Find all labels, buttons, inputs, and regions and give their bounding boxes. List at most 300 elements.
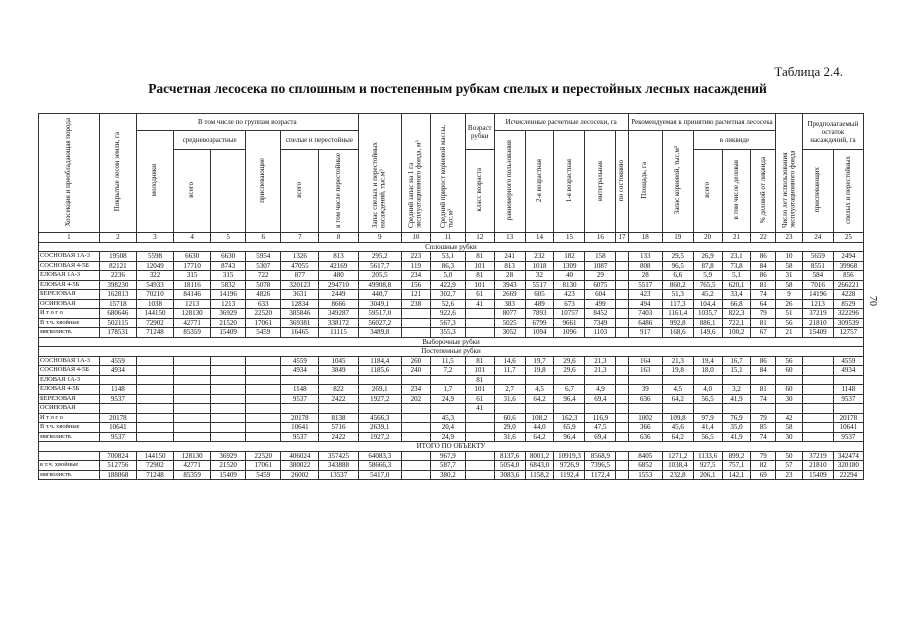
table-row	[39, 318, 864, 328]
table-cell	[246, 385, 281, 395]
table-cell: 512756	[99, 461, 136, 471]
table-cell: 3943	[494, 280, 525, 290]
table-cell: 31	[776, 271, 803, 281]
table-cell	[401, 470, 430, 480]
table-cell: 133	[628, 252, 662, 262]
table-cell	[465, 423, 494, 433]
table-cell	[554, 375, 585, 385]
table-cell: 29	[585, 271, 616, 281]
row-label: ОСИНОВАЯ	[39, 404, 100, 414]
header-remains-mature: спелых и перестойных	[843, 156, 852, 224]
table-cell: 45,2	[693, 290, 722, 300]
table-cell: 10641	[833, 423, 863, 433]
table-cell	[281, 375, 319, 385]
header-integral: интегральная	[595, 160, 604, 201]
table-cell	[616, 252, 628, 262]
table-cell	[211, 375, 246, 385]
table-cell: 17061	[246, 461, 281, 471]
table-cell: 1326	[281, 252, 319, 262]
table-cell: 8077	[494, 309, 525, 319]
table-cell: 480	[319, 271, 358, 281]
table-cell: 29,5	[662, 252, 693, 262]
table-cell: 636	[628, 432, 662, 442]
table-cell: 3083,6	[494, 470, 525, 480]
table-cell: 30	[776, 432, 803, 442]
column-number: 6	[246, 233, 281, 243]
table-cell: 357425	[319, 451, 358, 461]
header-area: Площадь, га	[640, 162, 649, 199]
header-age-1: 1-я возрастная	[564, 158, 573, 203]
table-row	[39, 271, 864, 281]
table-cell: 52,6	[430, 299, 465, 309]
table-cell: 9726,9	[554, 461, 585, 471]
table-cell	[211, 413, 246, 423]
table-cell: 1158,2	[525, 470, 554, 480]
table-cell: 26	[776, 299, 803, 309]
table-cell: 64	[751, 299, 776, 309]
table-cell: 202	[401, 394, 430, 404]
table-cell: 14,6	[494, 356, 525, 366]
table-cell: 26002	[281, 470, 319, 480]
table-cell: 21520	[211, 461, 246, 471]
column-number: 12	[465, 233, 494, 243]
table-cell: 5459	[246, 470, 281, 480]
table-row	[39, 252, 864, 262]
table-cell: 72902	[136, 461, 173, 471]
table-cell: 79	[751, 451, 776, 461]
table-cell: 808	[628, 261, 662, 271]
table-cell: 41	[465, 404, 494, 414]
table-cell: 6852	[628, 461, 662, 471]
table-cell	[174, 432, 211, 442]
header-age-2: 2-я возрастная	[534, 158, 543, 203]
table-cell	[662, 404, 693, 414]
table-cell: 1035,7	[693, 309, 722, 319]
table-cell	[136, 432, 173, 442]
table-cell: 722,1	[722, 318, 751, 328]
table-cell: 385846	[281, 309, 319, 319]
table-cell: 24,9	[430, 432, 465, 442]
row-label: ЕЛОВАЯ 1А-3	[39, 375, 100, 385]
table-cell: 76,9	[722, 413, 751, 423]
table-row	[39, 366, 864, 376]
table-cell: 81	[465, 271, 494, 281]
table-cell	[211, 385, 246, 395]
table-cell: 15409	[211, 328, 246, 338]
table-cell: 28	[628, 271, 662, 281]
table-cell: 260	[401, 356, 430, 366]
table-cell: 5832	[211, 280, 246, 290]
table-cell	[616, 299, 628, 309]
table-cell	[465, 432, 494, 442]
table-cell: 1309	[554, 261, 585, 271]
table-cell: 54933	[136, 280, 173, 290]
table-cell: 60	[776, 366, 803, 376]
table-cell: 2669	[494, 290, 525, 300]
table-cell	[174, 366, 211, 376]
table-cell	[616, 309, 628, 319]
table-cell: 2,7	[494, 385, 525, 395]
table-cell: 40	[554, 271, 585, 281]
table-cell: 355,3	[430, 328, 465, 338]
table-cell: 81	[465, 356, 494, 366]
table-cell: 2422	[319, 394, 358, 404]
table-cell: 17061	[246, 318, 281, 328]
table-cell: 5078	[246, 280, 281, 290]
table-cell: 1094	[525, 328, 554, 338]
table-cell: 1161,4	[662, 309, 693, 319]
table-cell: 64,2	[525, 432, 554, 442]
table-cell: 8001,2	[525, 451, 554, 461]
table-cell: 205,5	[358, 271, 401, 281]
header-remains-maturing: приспевающих	[813, 167, 822, 213]
row-label	[39, 451, 100, 461]
table-cell: 6630	[174, 252, 211, 262]
table-row	[39, 432, 864, 442]
table-cell: 10919,3	[554, 451, 585, 461]
table-cell: 66,8	[722, 299, 751, 309]
table-cell: 423	[554, 290, 585, 300]
table-cell: 320123	[281, 280, 319, 290]
table-cell: 2639,1	[358, 423, 401, 433]
table-cell: 1271,2	[662, 451, 693, 461]
table-cell: 5307	[246, 261, 281, 271]
table-cell: 85359	[174, 328, 211, 338]
table-cell: 22520	[246, 309, 281, 319]
table-cell	[174, 413, 211, 423]
row-label: СОСНОВАЯ 1А-3	[39, 252, 100, 262]
table-cell: 58	[776, 280, 803, 290]
table-cell: 1045	[319, 356, 358, 366]
table-cell: 234	[401, 271, 430, 281]
table-cell: 5,9	[693, 271, 722, 281]
table-cell	[246, 394, 281, 404]
table-cell	[616, 375, 628, 385]
header-by-condition: по состоянию	[617, 159, 626, 202]
table-cell: 3049,1	[358, 299, 401, 309]
row-label: В т.ч. хвойные	[39, 423, 100, 433]
table-cell: 315	[211, 271, 246, 281]
table-cell: 79	[751, 413, 776, 423]
table-cell: 73,8	[722, 261, 751, 271]
table-cell	[616, 451, 628, 461]
column-number: 10	[401, 233, 430, 243]
table-cell: 22520	[246, 451, 281, 461]
table-cell	[136, 375, 173, 385]
header-middle-total: всего	[187, 182, 196, 198]
table-cell: 673	[554, 299, 585, 309]
table-cell: 31,6	[494, 394, 525, 404]
row-label: СОСНОВАЯ 1А-3	[39, 356, 100, 366]
table-cell: 5716	[319, 423, 358, 433]
table-cell: 5517	[628, 280, 662, 290]
table-cell: 18116	[174, 280, 211, 290]
table-cell: 3631	[281, 290, 319, 300]
table-row	[39, 309, 864, 319]
table-cell: 856	[833, 271, 863, 281]
row-label: в т.ч. хвойные	[39, 461, 100, 471]
table-cell: 15718	[99, 299, 136, 309]
table-cell: 320180	[833, 461, 863, 471]
column-number: 7	[281, 233, 319, 243]
table-cell	[802, 366, 833, 376]
table-cell: 6,6	[662, 271, 693, 281]
column-number: 21	[722, 233, 751, 243]
section-row	[39, 442, 864, 452]
table-cell: 1148	[281, 385, 319, 395]
table-cell: 9	[776, 290, 803, 300]
table-cell: 322	[136, 271, 173, 281]
table-cell: 74	[751, 290, 776, 300]
table-cell: 302,7	[430, 290, 465, 300]
table-cell: 1038	[136, 299, 173, 309]
table-cell: 72902	[136, 318, 173, 328]
table-cell	[136, 404, 173, 414]
table-cell: 168,6	[662, 328, 693, 338]
table-cell: 7396,5	[585, 461, 616, 471]
table-cell	[802, 432, 833, 442]
header-recommended: Рекомендуемая к принятию расчетная лесосека	[628, 114, 775, 131]
table-cell: 31,6	[494, 432, 525, 442]
table-cell	[693, 375, 722, 385]
table-cell: 1087	[585, 261, 616, 271]
table-row	[39, 290, 864, 300]
table-cell	[211, 423, 246, 433]
table-cell: 234	[401, 385, 430, 395]
row-label: ОСИНОВАЯ	[39, 299, 100, 309]
column-number: 25	[833, 233, 863, 243]
table-cell: 188068	[99, 470, 136, 480]
table-cell: 61	[465, 394, 494, 404]
table-cell: 499	[585, 299, 616, 309]
table-cell: 30	[776, 394, 803, 404]
table-cell: 61	[465, 290, 494, 300]
table-cell: 70210	[136, 290, 173, 300]
column-number: 22	[751, 233, 776, 243]
table-cell: 1553	[628, 470, 662, 480]
table-cell	[494, 375, 525, 385]
table-cell: 4559	[833, 356, 863, 366]
table-cell	[401, 404, 430, 414]
table-cell: 17710	[174, 261, 211, 271]
table-cell: 15,1	[722, 366, 751, 376]
table-cell: 86	[751, 271, 776, 281]
table-cell	[662, 375, 693, 385]
table-cell	[246, 423, 281, 433]
header-even-use: равномерного пользования	[504, 140, 513, 221]
table-cell	[401, 375, 430, 385]
table-cell: 14196	[211, 290, 246, 300]
table-cell: 84146	[174, 290, 211, 300]
table-cell: 58	[776, 423, 803, 433]
table-cell: 8529	[833, 299, 863, 309]
table-cell: 24,9	[430, 394, 465, 404]
table-cell	[722, 375, 751, 385]
table-cell	[616, 394, 628, 404]
table-cell: 9537	[281, 432, 319, 442]
table-cell: 32	[525, 271, 554, 281]
table-cell: 8551	[802, 261, 833, 271]
table-cell: 1184,4	[358, 356, 401, 366]
column-number: 3	[136, 233, 173, 243]
table-cell	[616, 328, 628, 338]
table-cell: 57	[776, 461, 803, 471]
table-cell: 342474	[833, 451, 863, 461]
table-cell: 162813	[99, 290, 136, 300]
table-cell	[693, 404, 722, 414]
table-cell: 383	[494, 299, 525, 309]
column-number: 23	[776, 233, 803, 243]
table-cell: 81	[465, 252, 494, 262]
table-cell: 81	[751, 385, 776, 395]
table-cell: 56,5	[693, 432, 722, 442]
table-cell	[281, 404, 319, 414]
table-cell: 322296	[833, 309, 863, 319]
table-cell: 26,9	[693, 252, 722, 262]
table-cell	[616, 461, 628, 471]
header-liquid: в ликвиде	[693, 131, 775, 150]
header-pct-business: % деловой от ликвида	[758, 156, 767, 224]
table-cell: 967,9	[430, 451, 465, 461]
table-cell: 406024	[281, 451, 319, 461]
table-cell	[465, 328, 494, 338]
header-years-use: Число лет использования эксплуатационного фонда	[780, 150, 797, 228]
table-cell: 29,6	[554, 366, 585, 376]
table-cell: 9537	[281, 394, 319, 404]
table-cell	[628, 404, 662, 414]
table-cell: 21810	[802, 318, 833, 328]
table-cell	[751, 404, 776, 414]
table-cell: 121	[401, 290, 430, 300]
table-cell	[802, 356, 833, 366]
table-cell	[585, 404, 616, 414]
table-cell: 87,8	[693, 261, 722, 271]
table-cell: 605	[525, 290, 554, 300]
table-cell	[401, 461, 430, 471]
table-cell: 7016	[802, 280, 833, 290]
table-cell	[616, 290, 628, 300]
column-number: 2	[99, 233, 136, 243]
table-body	[39, 233, 864, 480]
table-cell: 50	[776, 451, 803, 461]
table-cell: 1927,2	[358, 432, 401, 442]
table-cell: 12049	[136, 261, 173, 271]
table-cell: 97,9	[693, 413, 722, 423]
table-cell: 47,5	[585, 423, 616, 433]
table-cell: 2422	[319, 432, 358, 442]
table-cell: 20178	[833, 413, 863, 423]
row-label: мягколиств.	[39, 432, 100, 442]
table-cell: 4,0	[693, 385, 722, 395]
table-cell: 8137,6	[494, 451, 525, 461]
table-cell: 81	[465, 375, 494, 385]
table-cell: 69,4	[585, 394, 616, 404]
table-cell: 10641	[281, 423, 319, 433]
table-row	[39, 470, 864, 480]
table-cell: 10	[776, 252, 803, 262]
table-cell: 29,0	[494, 423, 525, 433]
table-cell: 117,3	[662, 299, 693, 309]
table-cell: 11,5	[430, 356, 465, 366]
table-cell: 56,5	[693, 394, 722, 404]
table-cell: 21	[776, 328, 803, 338]
table-cell: 369381	[281, 318, 319, 328]
table-cell: 21520	[211, 318, 246, 328]
table-cell: 757,1	[722, 461, 751, 471]
table-cell: 18,0	[693, 366, 722, 376]
table-cell: 101	[465, 280, 494, 290]
table-row	[39, 404, 864, 414]
table-cell: 4559	[281, 356, 319, 366]
table-cell	[136, 385, 173, 395]
table-cell: 12757	[833, 328, 863, 338]
table-cell	[616, 366, 628, 376]
table-cell: 178531	[99, 328, 136, 338]
table-cell	[174, 423, 211, 433]
table-cell: 101	[465, 261, 494, 271]
table-cell: 380,2	[430, 470, 465, 480]
table-cell: 85	[751, 423, 776, 433]
row-label: БЕРЕЗОВАЯ	[39, 290, 100, 300]
column-number: 20	[693, 233, 722, 243]
table-cell: 4934	[281, 366, 319, 376]
table-cell: 15409	[211, 470, 246, 480]
table-cell	[174, 356, 211, 366]
row-label: ЕЛОВАЯ 4-5Б	[39, 385, 100, 395]
table-cell	[246, 413, 281, 423]
row-label: И т о г о	[39, 413, 100, 423]
column-number: 19	[662, 233, 693, 243]
header-age-groups: В том числе по группам возраста	[136, 114, 358, 131]
table-cell: 877	[281, 271, 319, 281]
table-cell: 21,3	[585, 356, 616, 366]
table-cell: 29,6	[554, 356, 585, 366]
table-cell: 7349	[585, 318, 616, 328]
table-cell: 700824	[99, 451, 136, 461]
table-cell: 156	[401, 280, 430, 290]
table-cell: 633	[246, 299, 281, 309]
table-cell	[616, 318, 628, 328]
table-cell	[616, 280, 628, 290]
column-number: 17	[616, 233, 628, 243]
table-cell: 6630	[211, 252, 246, 262]
section-title: Постепенные рубки	[39, 347, 864, 357]
table-cell	[430, 404, 465, 414]
table-cell	[246, 375, 281, 385]
table-cell: 1002	[628, 413, 662, 423]
table-row	[39, 451, 864, 461]
table-cell: 1927,2	[358, 394, 401, 404]
table-cell	[802, 375, 833, 385]
table-cell: 64,2	[662, 432, 693, 442]
table-header	[39, 114, 864, 233]
row-label: ЕЛОВАЯ 1А-3	[39, 271, 100, 281]
column-number: 8	[319, 233, 358, 243]
header-middle-aged: средневозрастные	[174, 131, 246, 150]
table-cell: 1172,4	[585, 470, 616, 480]
table-cell	[136, 394, 173, 404]
table-cell: 5517	[525, 280, 554, 290]
table-cell	[319, 404, 358, 414]
table-cell: 8130	[554, 280, 585, 290]
table-cell	[616, 470, 628, 480]
header-covered-area: Покрытые лесом земли, га	[113, 132, 122, 212]
table-cell: 44,0	[525, 423, 554, 433]
row-label: мягколиств.	[39, 328, 100, 338]
table-cell: 36929	[211, 451, 246, 461]
table-cell: 813	[494, 261, 525, 271]
table-cell: 4559	[99, 356, 136, 366]
